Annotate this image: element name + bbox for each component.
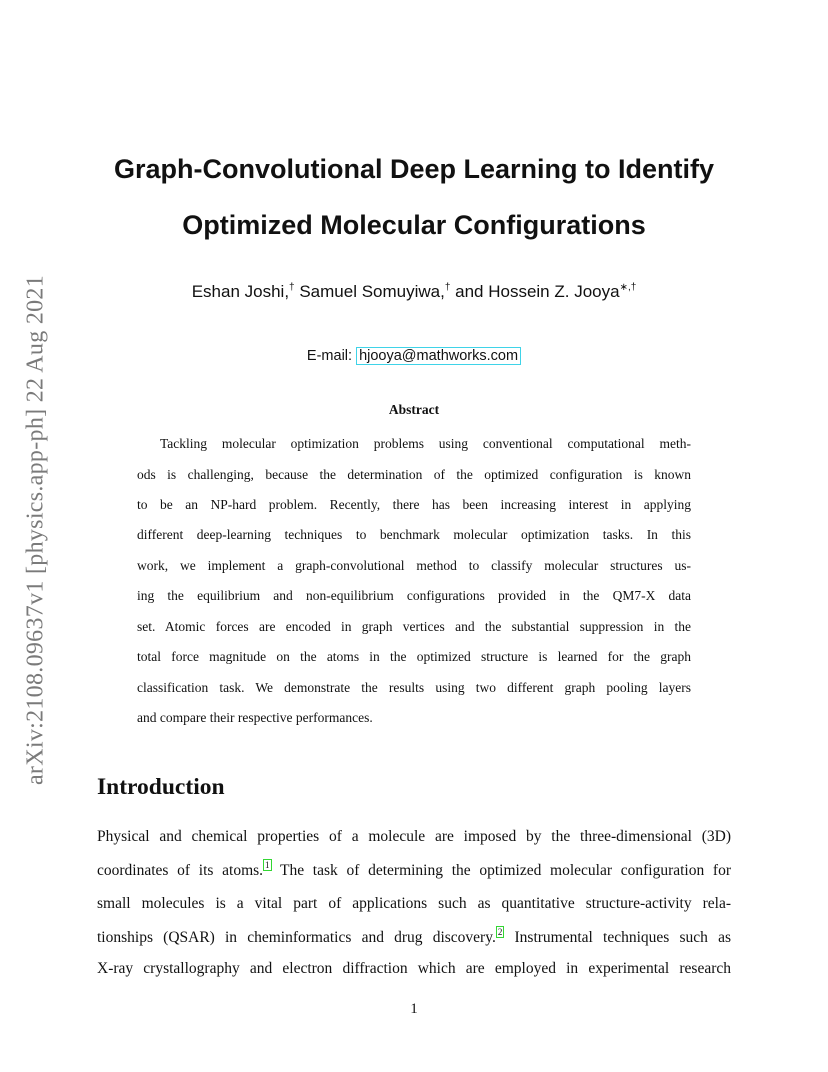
abstract-line: Tackling molecular optimization problems using conventional computational meth-	[160, 436, 691, 451]
citation-link[interactable]: 2	[497, 927, 503, 937]
body-text-segment: coordinates of its atoms.	[97, 862, 264, 879]
body-text-line: small molecules is a vital part of applications such as quantitative structure-activity rela-	[97, 895, 731, 912]
body-text-line: Physical and chemical properties of a molecule are imposed by the three-dimensional (3D)	[97, 828, 731, 845]
body-text-segment: Instrumental techniques such as	[504, 929, 731, 946]
section-heading-introduction: Introduction	[97, 774, 225, 800]
body-text-line	[97, 928, 731, 947]
affiliation-mark: †	[444, 282, 451, 293]
paper-title-line-2: Optimized Molecular Configurations	[182, 210, 646, 240]
abstract-line: ods is challenging, because the determination of the optimized configuration is known	[137, 467, 691, 482]
arxiv-identifier: arXiv:2108.09637v1 [physics.app-ph] 22 Aug 2021	[22, 274, 49, 786]
abstract-line: set. Atomic forces are encoded in graph vertices and the substantial suppression in the	[137, 619, 691, 634]
email-line	[0, 348, 828, 364]
abstract-line: ing the equilibrium and non-equilibrium configurations provided in the QM7-X data	[137, 588, 691, 603]
page-number: 1	[410, 1001, 418, 1017]
abstract-heading: Abstract	[388, 402, 440, 417]
body-text-segment: tionships (QSAR) in cheminformatics and drug discovery.	[97, 929, 496, 946]
author-list	[0, 282, 828, 302]
citation-link[interactable]: 1	[265, 860, 270, 870]
abstract-line: different deep-learning techniques to benchmark molecular optimization tasks. In this	[137, 527, 691, 542]
affiliation-mark: †	[289, 282, 295, 293]
email-link[interactable]: hjooya@mathworks.com	[356, 347, 521, 365]
body-text-segment: The task of determining the optimized molecular configuration for	[271, 862, 732, 879]
abstract-line: to be an NP-hard problem. Recently, there has been increasing interest in applying	[137, 497, 691, 512]
author-name: Samuel Somuyiwa,	[294, 282, 445, 301]
body-text-line	[97, 861, 731, 880]
email-label: E-mail:	[306, 348, 357, 364]
abstract-line: work, we implement a graph-convolutional method to classify molecular structures us-	[137, 558, 691, 573]
abstract-line: classification task. We demonstrate the results using two different graph pooling layers	[137, 680, 691, 695]
author-name: Eshan Joshi,	[191, 282, 290, 301]
paper-title-line-1: Graph-Convolutional Deep Learning to Identify	[113, 154, 714, 184]
author-name: and Hossein Z. Jooya	[450, 282, 620, 301]
body-text-line: X-ray crystallography and electron diffraction which are employed in experimental research	[97, 960, 731, 977]
affiliation-mark: ∗,†	[619, 282, 637, 293]
abstract-line: total force magnitude on the atoms in the optimized structure is learned for the graph	[137, 649, 691, 664]
abstract-line: and compare their respective performances.	[137, 710, 373, 725]
